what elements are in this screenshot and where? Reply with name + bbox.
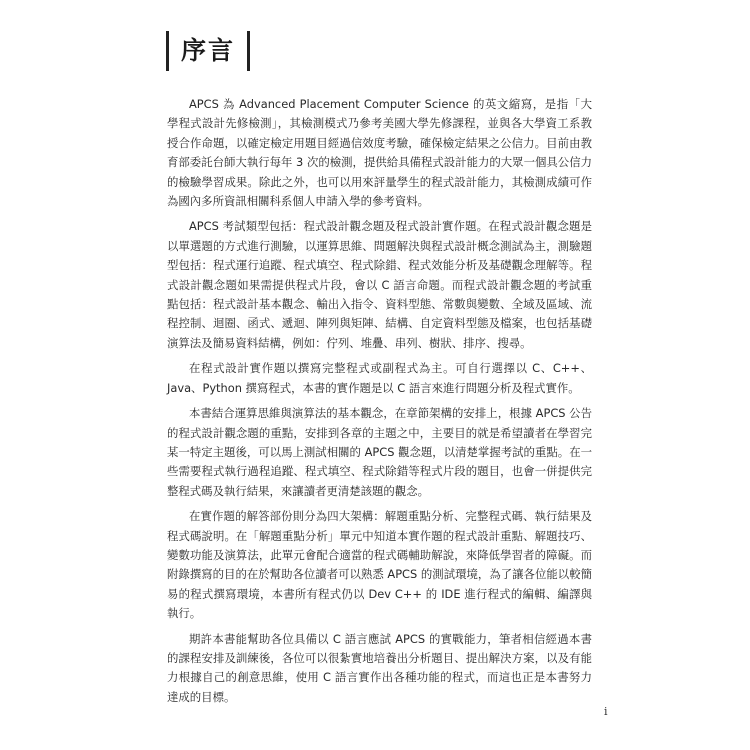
paragraph: APCS 考試類型包括：程式設計觀念題及程式設計實作題。在程式設計觀念題是以單選題的方式進行測驗，以運算思維、問題解決與程式設計概念測試為主，測驗題型包括：程式運行追蹤、程式填空、程式除錯、程式效能分析及基礎觀念理解等。程式設計觀念題如果需提供程式片段，會以 C 語言命題。而程式設計觀念題的考試重點包括：程式設計基本觀念、輸出入指令、資料型態、常數與變數、全域及區域、流程控制、迴圈、函式、遞迴、陣列與矩陣、結構、自定資料型態及檔案，也包括基礎演算法及簡易資料結構，例如：佇列、堆疊、串列、樹狀、排序、搜尋。 [167, 219, 592, 350]
page-number: i [604, 705, 608, 718]
paragraph: 在程式設計實作題以撰寫完整程式或副程式為主。可自行選擇以 C、C++、Java、Python 撰寫程式，本書的實作題是以 C 語言來進行問題分析及程式實作。 [167, 361, 592, 395]
page-title: 序言 [181, 36, 236, 65]
paragraph: APCS 為 Advanced Placement Computer Science 的英文縮寫，是指「大學程式設計先修檢測」，其檢測模式乃參考美國大學先修課程，並與各大學資工系教授合作命題，以確定檢定用題目經過信效度考驗，確保檢定結果之公信力。目前由教育部委託台師大執行每年 3 次的檢測，提供給具備程式設計能力的大眾一個具公信力的檢驗學習成果。除此之外，也可以用來評量學生的程式設計能力，其檢測成績可作為國內多所資訊相關科系個人申請入學的參考資料。 [167, 97, 592, 209]
paragraph: 在實作題的解答部份則分為四大架構：解題重點分析、完整程式碼、執行結果及程式碼說明。在「解題重點分析」單元中知道本實作題的程式設計重點、解題技巧、變數功能及演算法，此單元會配合適當的程式碼輔助解說，來降低學習者的障礙。而附錄撰寫的目的在於幫助各位讀者可以熟悉 APCS 的測試環境，為了讓各位能以較簡易的程式撰寫環境，本書所有程式仍以 Dev C++ 的 IDE 進行程式的編輯、編譯與執行。 [167, 509, 592, 621]
preface-body [167, 95, 592, 713]
paragraph: 本書結合運算思維與演算法的基本觀念，在章節架構的安排上，根據 APCS 公告的程式設計觀念題的重點，安排到各章的主題之中，主要目的就是希望讀者在學習完某一特定主題後，可以馬上測試相關的 APCS 觀念題，以清楚掌握考試的重點。在一些需要程式執行過程追蹤、程式填空、程式除錯等程式片段的題目，也會一併提供完整程式碼及執行結果，來讓讀者更清楚該題的觀念。 [167, 406, 592, 498]
paragraph: 期許本書能幫助各位具備以 C 語言應試 APCS 的實戰能力，筆者相信經過本書的課程安排及訓練後，各位可以很紮實地培養出分析題目、提出解決方案，以及有能力根據自己的創意思維，使用 C 語言實作出各種功能的程式，而這也正是本書努力達成的目標。 [167, 631, 592, 704]
title-right-rule [247, 31, 250, 71]
title-block [166, 30, 250, 72]
